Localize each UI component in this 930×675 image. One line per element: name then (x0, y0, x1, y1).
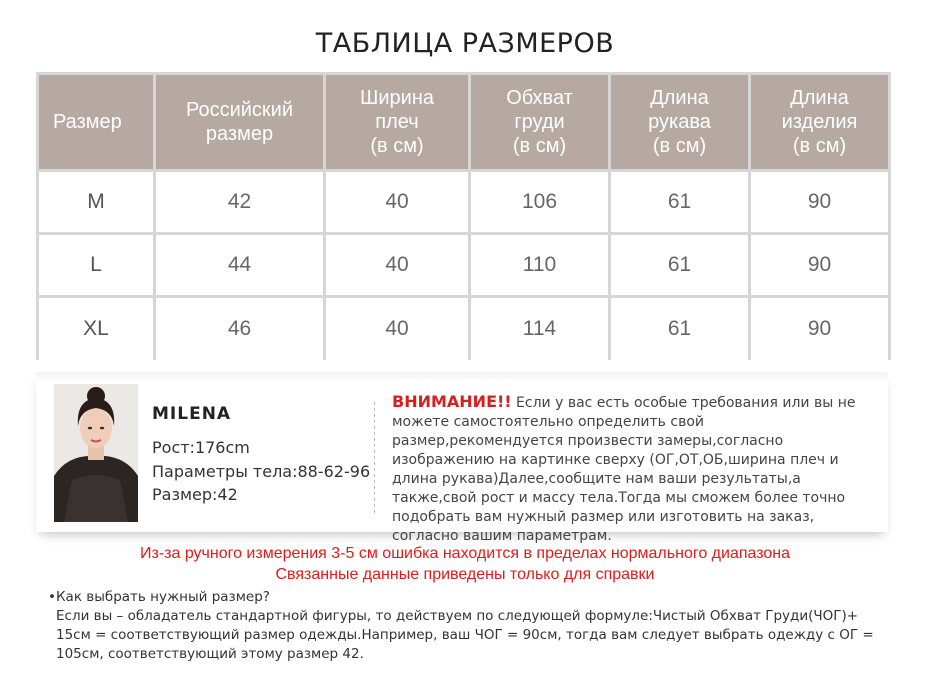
column-header-sleeve-length: Длина рукава (в см) (610, 74, 750, 171)
column-header-shoulder-width: Ширина плеч (в см) (325, 74, 470, 171)
table-cell: 40 (325, 171, 470, 234)
table-cell: M (38, 171, 155, 234)
column-header-item-length: Длина изделия (в см) (750, 74, 890, 171)
size-guide-answer: Если вы – обладатель стандартной фигуры, то действуем по следующей формуле:Чистый Обхват Груди(ЧОГ)+ 15см = соответствующий размер одежды.Например, ваш ЧОГ = 90см, тогда вам следует выбрать одежду с ОГ = 105см, соответствующий этому размер 42. (56, 608, 874, 662)
panel-divider (374, 402, 375, 514)
table-cell: 61 (610, 297, 750, 362)
model-name: MILENA (152, 404, 232, 424)
table-cell: 46 (155, 297, 325, 362)
table-cell: 114 (470, 297, 610, 362)
table-cell: 61 (610, 171, 750, 234)
size-table (36, 72, 891, 363)
table-cell: 90 (750, 171, 890, 234)
size-guide-text (48, 588, 888, 664)
model-body-params: Параметры тела:88-62-96 (152, 462, 371, 481)
model-info-panel (36, 372, 888, 544)
model-height: Рост:176cm (152, 438, 250, 457)
table-row (38, 171, 890, 234)
table-cell: 90 (750, 234, 890, 297)
table-cell: L (38, 234, 155, 297)
table-header-row (38, 74, 890, 171)
column-header-russian-size: Российский размер (155, 74, 325, 171)
table-cell: 44 (155, 234, 325, 297)
table-cell: XL (38, 297, 155, 362)
table-cell: 110 (470, 234, 610, 297)
table-cell: 106 (470, 171, 610, 234)
size-guide-question: •Как выбрать нужный размер? (48, 589, 270, 605)
table-cell: 42 (155, 171, 325, 234)
model-photo (54, 384, 138, 522)
model-size: Размер:42 (152, 485, 238, 504)
column-header-chest: Обхват груди (в см) (470, 74, 610, 171)
attention-note (392, 392, 876, 546)
table-row (38, 297, 890, 362)
page-title: ТАБЛИЦА РАЗМЕРОВ (315, 28, 615, 59)
table-cell: 61 (610, 234, 750, 297)
attention-text: Если у вас есть особые требования или вы не можете самостоятельно определить свой размер,рекомендуется произвести замеры,согласно изображению на картинке сверху (ОГ,ОТ,ОБ,ширина плеч и длина рукава)Далее,сообщите нам ваши результаты,а также,свой рост и массу тела.Тогда мы сможем более точно подобрать вам нужный размер или изготовить на заказ, согласно вашим параметрам. (392, 395, 856, 544)
column-header-size: Размер (38, 74, 155, 171)
table-cell: 40 (325, 234, 470, 297)
reference-only-note: Связанные данные приведены только для справки (275, 566, 655, 583)
measurement-error-note: Из-за ручного измерения 3-5 см ошибка находится в пределах нормального диапазона (139, 545, 791, 562)
attention-heading: ВНИМАНИЕ!! (392, 392, 512, 411)
table-row (38, 234, 890, 297)
table-cell: 90 (750, 297, 890, 362)
table-cell: 40 (325, 297, 470, 362)
